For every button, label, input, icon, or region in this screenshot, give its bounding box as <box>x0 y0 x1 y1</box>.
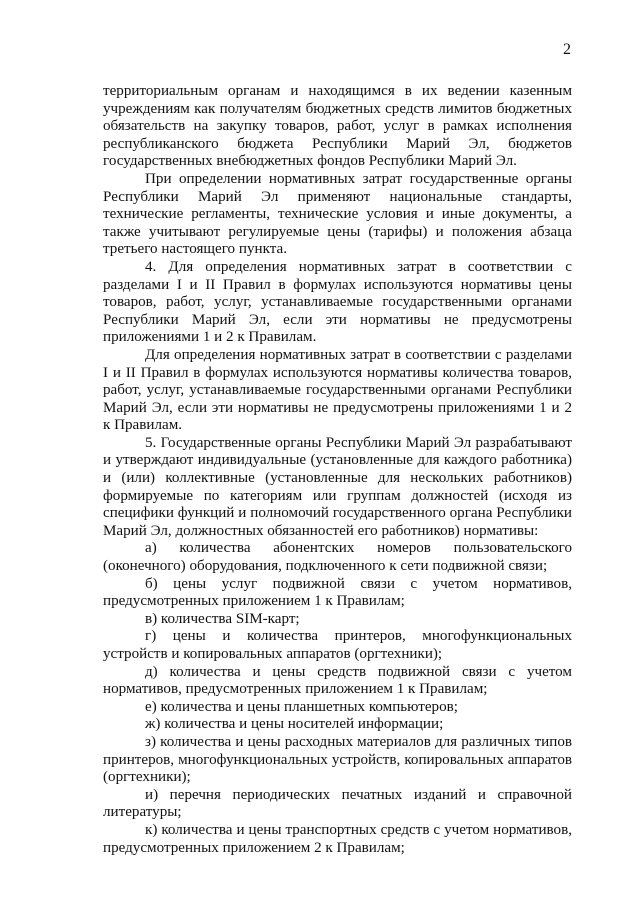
paragraph-standards: При определении нормативных затрат государственные органы Республики Марий Эл применяют национальные стандарты, технические регламенты, технические условия и иные документы, а также учитывают регулируемые цены (тарифы) и положения абзаца третьего настоящего пункта. <box>103 170 572 258</box>
paragraph-item-4-prices: 4. Для определения нормативных затрат в соответствии с разделами I и II Правил в формулах используются нормативы цены товаров, работ, услуг, устанавливаемые государственными органами Республики Марий Эл, если эти нормативы не предусмотрены приложениями 1 и 2 к Правилам. <box>103 258 572 346</box>
list-item-v: в) количества SIM-карт; <box>145 610 300 627</box>
paragraph-item-5: 5. Государственные органы Республики Марий Эл разрабатывают и утверждают индивидуальные (установленные для каждого работника) и (или) коллективные (установленные для нескольких работников) формируемые по категориям или группам должностей (исходя из специфики функций и полномочий государственного органа Республики Марий Эл, должностных обязанностей его работников) нормативы: <box>103 434 572 539</box>
list-item-z: з) количества и цены расходных материалов для различных типов принтеров, многофункциональных устройств, копировальных аппаратов (оргтехники); <box>103 733 572 786</box>
paragraph-continuation: территориальным органам и находящимся в их ведении казенным учреждениям как получателям бюджетных средств лимитов бюджетных обязательств на закупку товаров, работ, услуг в рамках исполнения республиканского бюджета Республики Марий Эл, бюджетов государственных внебюджетных фондов Республики Марий Эл. <box>103 83 572 170</box>
list-item-d: д) количества и цены средств подвижной связи с учетом нормативов, предусмотренных приложением 1 к Правилам; <box>103 663 572 698</box>
paragraph-item-4-quantities: Для определения нормативных затрат в соответствии с разделами I и II Правил в формулах используются нормативы количества товаров, работ, услуг, устанавливаемые государственными органами Республики Марий Эл, если эти нормативы не предусмотрены приложениями 1 и 2 к Правилам. <box>103 346 572 434</box>
page-number: 2 <box>563 41 571 58</box>
list-item-zh: ж) количества и цены носителей информации; <box>145 716 444 733</box>
list-item-k: к) количества и цены транспортных средств с учетом нормативов, предусмотренных приложением 2 к Правилам; <box>103 821 572 856</box>
list-item-e: е) количества и цены планшетных компьютеров; <box>145 698 458 715</box>
list-item-i: и) перечня периодических печатных изданий и справочной литературы; <box>103 786 572 821</box>
list-item-a: а) количества абонентских номеров пользовательского (оконечного) оборудования, подключенного к сети подвижной связи; <box>103 540 572 575</box>
list-item-g: г) цены и количества принтеров, многофункциональных устройств и копировальных аппаратов (оргтехники); <box>103 628 572 662</box>
list-item-b: б) цены услуг подвижной связи с учетом нормативов, предусмотренных приложением 1 к Правилам; <box>103 575 572 610</box>
document-body <box>103 83 572 857</box>
